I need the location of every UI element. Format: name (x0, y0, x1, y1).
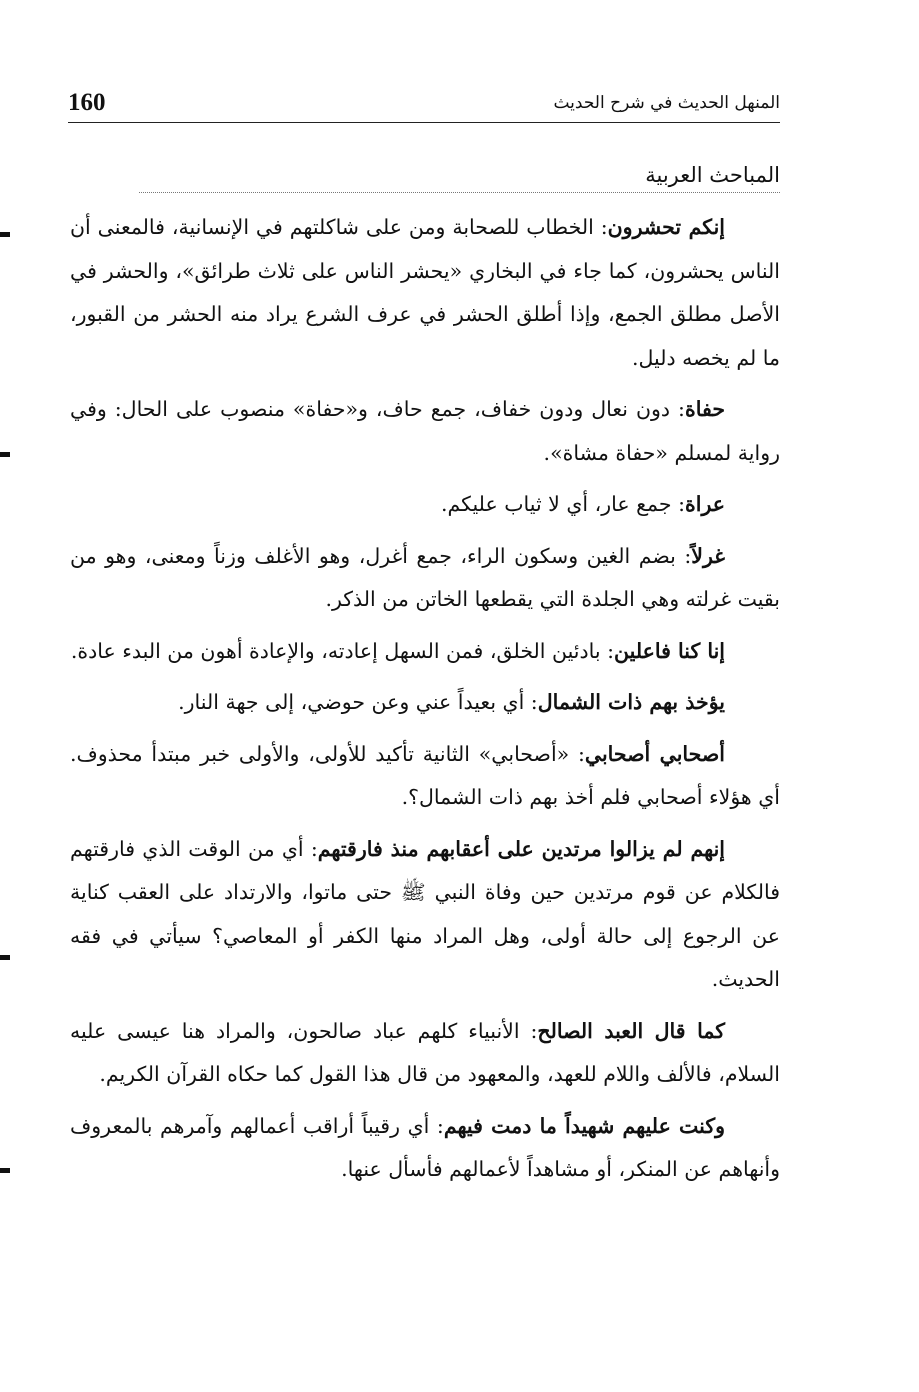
entry-text: : بادئين الخلق، فمن السهل إعادته، والإعادة أهون من البدء عادة. (70, 638, 615, 663)
entry-term: غرلاً (691, 543, 725, 568)
entry-term: إنا كنا فاعلين (614, 638, 725, 663)
entry-term: حفاة (684, 397, 725, 421)
entry-text: : دون نعال ودون خفاف، جمع حاف، و«حفاة» منصوب على الحال: وفي رواية لمسلم «حفاة مشاة». (70, 397, 780, 465)
entry-term: عراة (685, 492, 725, 516)
page-number: 160 (68, 89, 106, 116)
entry-term: يؤخذ بهم ذات الشمال (537, 690, 725, 714)
entry (70, 1010, 780, 1097)
entry (70, 733, 780, 820)
section-heading: المباحث العربية (645, 163, 780, 187)
entries (70, 206, 780, 1200)
entry-text: : أي بعيداً عني وعن حوضي، إلى جهة النار. (178, 690, 538, 714)
margin-mark (0, 955, 10, 960)
page-header (68, 86, 780, 123)
entry (70, 1105, 780, 1192)
entry (70, 630, 780, 674)
entry (70, 828, 780, 1002)
margin-mark (0, 452, 10, 457)
entry-text: : جمع عار، أي لا ثياب عليكم. (441, 492, 686, 516)
entry (70, 483, 780, 527)
entry (70, 681, 780, 725)
entry-term: أصحابي أصحابي (584, 741, 726, 766)
entry (70, 206, 780, 380)
entry (70, 535, 780, 622)
entry-text: : «أصحابي» الثانية تأكيد للأولى، والأولى خبر مبتدأ محذوف. أي هؤلاء أصحابي فلم أخذ بهم ذات الشمال؟. (70, 741, 780, 809)
entry-text: : أي رقيباً أراقب أعمالهم وآمرهم بالمعروف وأنهاهم عن المنكر، أو مشاهداً لأعمالهم فأسأل عنها. (70, 1113, 780, 1181)
entry (70, 388, 780, 475)
margin-mark (0, 1168, 10, 1173)
running-title: المنهل الحديث في شرح الحديث (553, 93, 780, 113)
entry-term: كما قال العبد الصالح (537, 1018, 725, 1043)
entry-text: : أي من الوقت الذي فارقتهم فالكلام عن قوم مرتدين حين وفاة النبي ﷺ حتى ماتوا، والارتداد على العقب كناية عن الرجوع إلى حالة أولى، وهل المراد منها الكفر أو المعاصي؟ سيأتي في فقه الحديث. (70, 836, 780, 991)
section-divider (139, 192, 780, 193)
entry-text: : الخطاب للصحابة ومن على شاكلتهم في الإنسانية، فالمعنى أن الناس يحشرون، كما جاء في البخاري «يحشر الناس على ثلاث طرائق»، والحشر في الأصل مطلق الجمع، وإذا أطلق الحشر في عرف الشرع يراد منه الحشر من القبور، ما لم يخصه دليل. (70, 215, 780, 370)
entry-term: وكنت عليهم شهيداً ما دمت فيهم (443, 1113, 725, 1138)
entry-text: : الأنبياء كلهم عباد صالحون، والمراد هنا عيسى عليه السلام، فالألف واللام للعهد، والمعهود من قال هذا القول كما حكاه القرآن الكريم. (70, 1018, 780, 1086)
margin-mark (0, 232, 10, 237)
entry-term: إنكم تحشرون (607, 215, 726, 239)
entry-text: : بضم الغين وسكون الراء، جمع أغرل، وهو الأغلف وزناً ومعنى، وهو من بقيت غرلته وهي الجلدة التي يقطعها الخاتن من الذكر. (70, 543, 780, 611)
entry-term: إنهم لم يزالوا مرتدين على أعقابهم منذ فارقتهم (317, 836, 725, 861)
